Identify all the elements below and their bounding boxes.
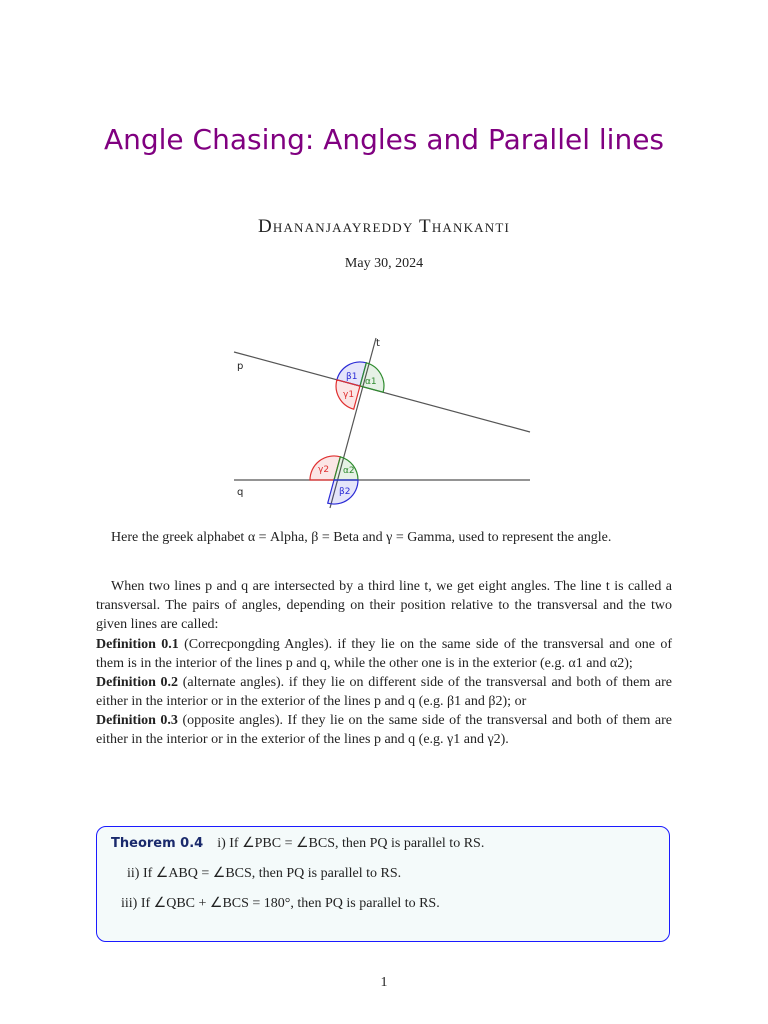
definition-name: (Correcpongding Angles). [184,637,333,652]
definition-name: (opposite angles). [182,713,284,728]
definitions-list [96,635,672,749]
paper-title: Angle Chasing: Angles and Parallel lines [103,123,665,156]
label-beta2: β2 [339,487,351,497]
definition-heading: Definition 0.2 [96,675,179,690]
intro-paragraph-transversal: When two lines p and q are intersected by a third line t, we get eight angles. The line t is called a transversal. The pairs of angles, depending on their position relative to the transversal and the two given lines are called: [96,579,672,632]
label-gamma2: γ2 [318,465,330,475]
definition-alternate [96,673,672,711]
label-alpha1: α1 [365,377,377,387]
theorem-item-1 [111,835,484,852]
definition-body: if they lie on the same side of the transversal and one of them is in the interior of the lines p and q, while the other one is in the exterior (e.g. α1 and α2); [96,637,673,671]
definition-opposite [96,711,672,749]
theorem-item-3: iii) If ∠QBC + ∠BCS = 180°, then PQ is parallel to RS. [121,896,440,911]
page-number: 1 [380,975,388,990]
author-name: Dhananjaayreddy Thankanti [257,216,511,237]
definition-body: If they lie on the same side of the transversal and both of them are either in the interior or in the exterior of the lines p and q (e.g. γ1 and γ2). [96,713,673,747]
label-gamma1: γ1 [343,390,355,400]
definition-name: (alternate angles). [182,675,285,690]
label-t: t [376,338,380,349]
label-q: q [237,487,244,498]
intro-paragraph-greek: Here the greek alphabet α = Alpha, β = Beta and γ = Gamma, used to represent the angle. [111,530,612,545]
transversal-figure [222,330,542,510]
theorem-box [96,826,670,942]
definition-corresponding [96,635,672,673]
definition-heading: Definition 0.3 [96,713,178,728]
theorem-item-2: ii) If ∠ABQ = ∠BCS, then PQ is parallel to RS. [127,866,402,881]
label-p: p [237,361,244,372]
definition-heading: Definition 0.1 [96,637,179,652]
label-beta1: β1 [346,372,358,382]
definition-body: if they lie on different side of the transversal and both of them are either in the interior or in the exterior of the lines p and q (e.g. β1 and β2); or [96,675,672,709]
theorem-heading: Theorem 0.4 [111,836,204,851]
publication-date: May 30, 2024 [344,256,424,271]
label-alpha2: α2 [343,466,355,476]
theorem-item-text: i) If ∠PBC = ∠BCS, then PQ is parallel to RS. [217,836,485,851]
